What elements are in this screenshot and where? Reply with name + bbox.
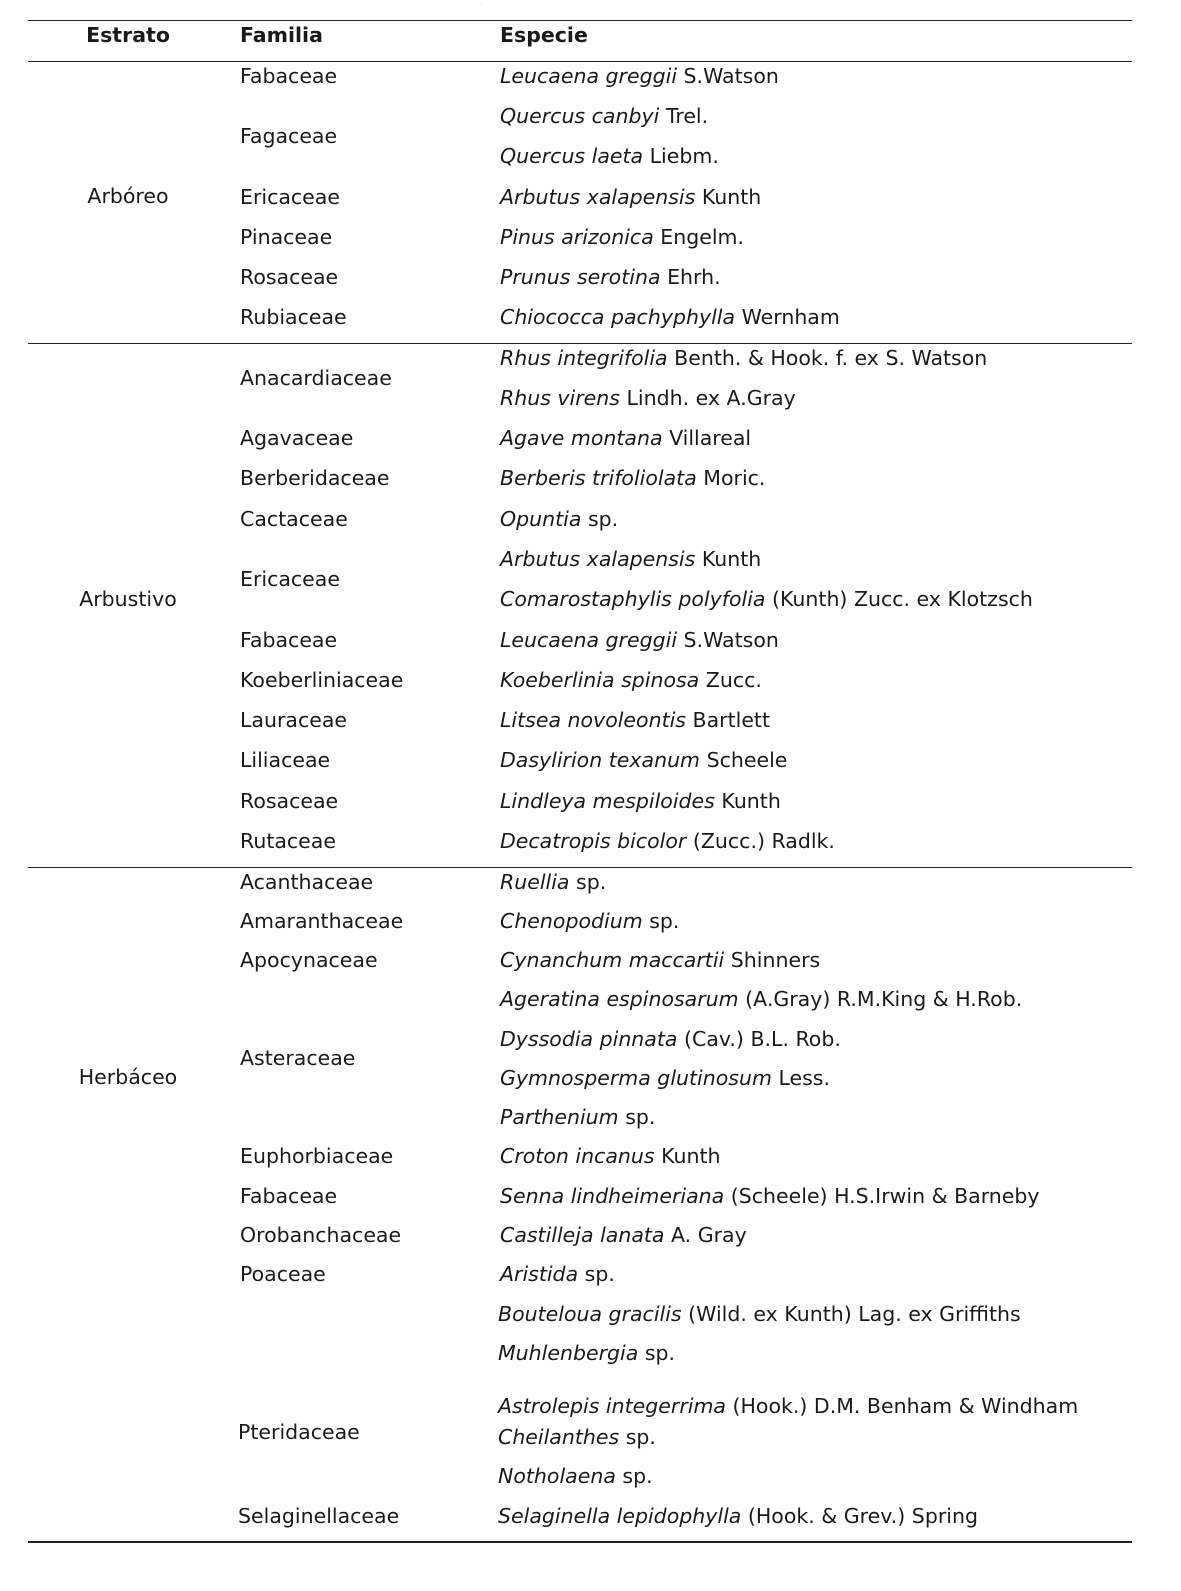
species-cell: Pinus arizonica Engelm. (500, 225, 745, 249)
family-cell: Berberidaceae (240, 466, 390, 490)
species-cell: Opuntia sp. (500, 507, 619, 531)
species-cell: Quercus laeta Liebm. (500, 144, 719, 168)
species-cell: Astrolepis integerrima (Hook.) D.M. Benham & Windham (498, 1394, 1079, 1418)
species-cell: Rhus integrifolia Benth. & Hook. f. ex S. Watson (500, 346, 988, 370)
species-cell: Decatropis bicolor (Zucc.) Radlk. (500, 829, 835, 853)
species-cell: Arbutus xalapensis Kunth (500, 547, 762, 571)
species-cell: Aristida sp. (500, 1262, 615, 1286)
species-cell: Dasylirion texanum Scheele (500, 748, 788, 772)
species-cell: Agave montana Villareal (500, 426, 752, 450)
species-cell: Koeberlinia spinosa Zucc. (500, 668, 762, 692)
species-cell: Litsea novoleontis Bartlett (500, 708, 771, 732)
species-cell: Ruellia sp. (500, 870, 607, 894)
family-cell: Ericaceae (240, 567, 340, 591)
species-cell: Berberis trifoliolata Moric. (500, 466, 766, 490)
table-bottom-rule (28, 1541, 1132, 1543)
species-cell: Prunus serotina Ehrh. (500, 265, 721, 289)
species-cell: Arbutus xalapensis Kunth (500, 185, 762, 209)
family-cell: Rutaceae (240, 829, 336, 853)
species-cell: Selaginella lepidophylla (Hook. & Grev.) Spring (498, 1504, 978, 1528)
stratum-herbaceo: Herbáceo (78, 1065, 178, 1089)
family-cell: Anacardiaceae (240, 366, 392, 390)
species-cell: Parthenium sp. (500, 1105, 656, 1129)
family-cell: Asteraceae (240, 1046, 356, 1070)
table-top-rule (28, 20, 1132, 21)
family-cell: Acanthaceae (240, 870, 374, 894)
species-cell: Quercus canbyi Trel. (500, 104, 709, 128)
species-cell: Ageratina espinosarum (A.Gray) R.M.King & H.Rob. (500, 987, 1023, 1011)
family-cell: Agavaceae (240, 426, 354, 450)
stray-dot: · (480, 2, 482, 9)
family-cell: Fabaceae (240, 1184, 338, 1208)
species-cell: Cynanchum maccartii Shinners (500, 948, 821, 972)
stratum-arbustivo: Arbustivo (79, 587, 177, 611)
family-cell: Rosaceae (240, 789, 339, 813)
family-cell: Rosaceae (240, 265, 339, 289)
family-cell: Fagaceae (240, 124, 338, 148)
family-cell: Cactaceae (240, 507, 348, 531)
family-cell: Euphorbiaceae (240, 1144, 394, 1168)
species-cell: Notholaena sp. (498, 1464, 653, 1488)
species-cell: Castilleja lanata A. Gray (500, 1223, 747, 1247)
family-cell: Poaceae (240, 1262, 326, 1286)
family-cell: Orobanchaceae (240, 1223, 402, 1247)
header-estrato: Estrato (86, 23, 170, 47)
species-cell: Cheilanthes sp. (498, 1425, 656, 1449)
header-especie: Especie (500, 23, 588, 47)
header-familia: Familia (240, 23, 323, 47)
stratum-divider-2 (28, 867, 1132, 868)
family-cell: Amaranthaceae (240, 909, 404, 933)
species-cell: Lindleya mespiloides Kunth (500, 789, 781, 813)
species-cell: Leucaena greggii S.Watson (500, 64, 779, 88)
family-cell: Pinaceae (240, 225, 333, 249)
family-cell: Lauraceae (240, 708, 348, 732)
species-cell: Croton incanus Kunth (500, 1144, 721, 1168)
family-cell: Koeberliniaceae (240, 668, 404, 692)
family-cell: Liliaceae (240, 748, 331, 772)
family-cell: Selaginellaceae (238, 1504, 400, 1528)
family-cell: Pteridaceae (238, 1420, 360, 1444)
species-cell: Senna lindheimeriana (Scheele) H.S.Irwin & Barneby (500, 1184, 1040, 1208)
species-cell: Rhus virens Lindh. ex A.Gray (500, 386, 796, 410)
species-cell: Gymnosperma glutinosum Less. (500, 1066, 831, 1090)
stratum-arboreo: Arbóreo (87, 184, 169, 208)
family-cell: Apocynaceae (240, 948, 378, 972)
family-cell: Rubiaceae (240, 305, 347, 329)
stratum-divider-1 (28, 343, 1132, 344)
header-bottom-rule (28, 61, 1132, 62)
species-cell: Dyssodia pinnata (Cav.) B.L. Rob. (500, 1027, 841, 1051)
family-cell: Fabaceae (240, 628, 338, 652)
family-cell: Ericaceae (240, 185, 340, 209)
species-cell: Chenopodium sp. (500, 909, 680, 933)
species-cell: Muhlenbergia sp. (498, 1341, 676, 1365)
species-cell: Bouteloua gracilis (Wild. ex Kunth) Lag. ex Griffiths (498, 1302, 1021, 1326)
family-cell: Fabaceae (240, 64, 338, 88)
species-cell: Leucaena greggii S.Watson (500, 628, 779, 652)
species-cell: Comarostaphylis polyfolia (Kunth) Zucc. ex Klotzsch (500, 587, 1033, 611)
species-cell: Chiococca pachyphylla Wernham (500, 305, 840, 329)
